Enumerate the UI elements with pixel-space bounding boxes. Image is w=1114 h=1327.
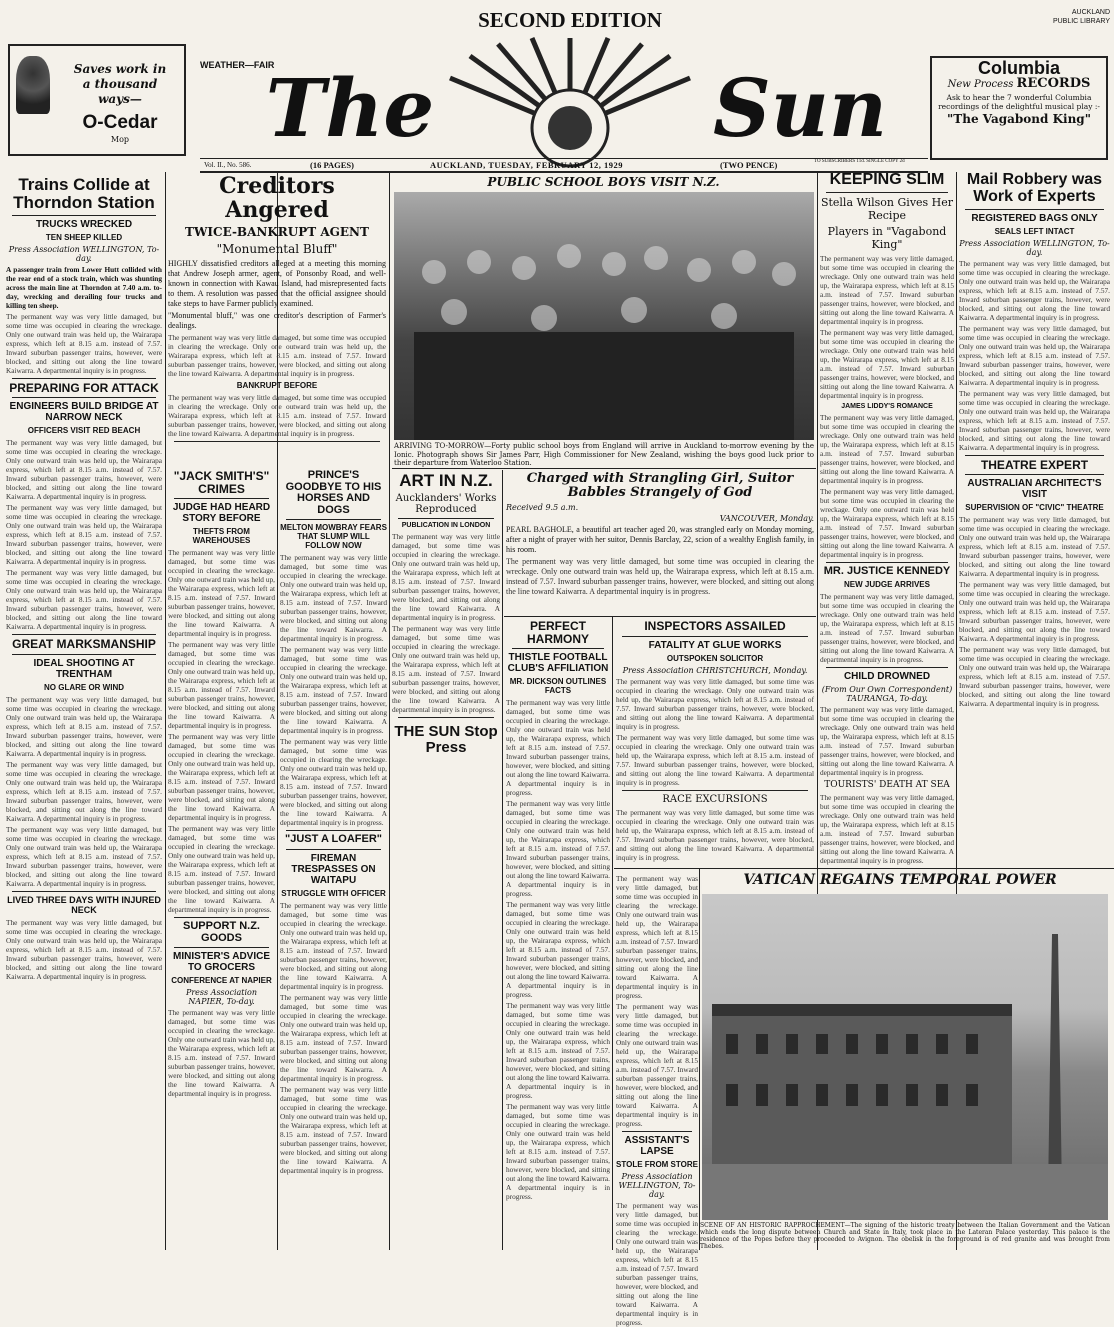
library-stamp-line2: PUBLIC LIBRARY (1052, 18, 1110, 25)
ocedar-line2: a thousand (82, 77, 158, 91)
page-count: (16 PAGES) (310, 160, 354, 170)
slim-sub1: Stella Wilson Gives Her Recipe (820, 195, 954, 222)
loafer-body-2: The permanent way was very little damaged, but some time was occupied in clearing the wreckage. Only one outward train was held up, the Wairarapa express, which left at 8.15 a.m. instead of 7.57. Inward suburban passenger trains, however, were blocked, and sitting out along the line toward Kaiwarra. A departmental inquiry is in progress. (280, 992, 387, 1083)
slim-body: The permanent way was very little damaged, but some time was occupied in clearing the wreckage. Only one outward train was held up, the Wairarapa express, which left at 8.15 a.m. instead of 7.57. Inward suburban passenger trains, however, were blocked, and sitting out along the line toward Kaiwarra. A departmental inquiry is in progress. (820, 253, 954, 326)
support-nz-sub1: MINISTER'S ADVICE TO GROCERS (172, 951, 271, 974)
marksmanship-headline: GREAT MARKSMANSHIP (12, 637, 156, 652)
strangling-body: The permanent way was very little damaged, but some time was occupied in clearing the wreckage. Only one outward train was held up, the Wairarapa express, which left at 8.15 a.m. instead of 7.57. Inward suburban passenger trains, however, were blocked, and sitting out along the line toward Kaiwarra. A departmental inquiry is in progress. (506, 556, 814, 596)
support-nz-dateline: Press Association NAPIER, To-day. (185, 988, 258, 1007)
slim-sub2: Players in "Vagabond King" (827, 224, 947, 251)
assistant-dateline: Press Association WELLINGTON, To-day. (618, 1172, 696, 1199)
edition-label: SECOND EDITION (478, 8, 662, 32)
trains-sub1: TRUCKS WRECKED (35, 218, 133, 230)
drowned-headline: CHILD DROWNED (843, 671, 931, 683)
mail-sub1: REGISTERED BAGS ONLY (971, 212, 1098, 224)
ocedar-brand-sub: Mop (110, 135, 130, 144)
assistant-prebody-2: The permanent way was very little damaged, but some time was occupied in clearing the wreckage. Only one outward train was held up, the Wairarapa express, which left at 8.15 a.m. instead of 7.57. Inward suburban passenger trains, however, were blocked, and sitting out along the line toward Kaiwarra. A departmental inquiry is in progress. (616, 1002, 698, 1128)
schoolboys-photo (394, 192, 814, 440)
trains-dateline: Press Association WELLINGTON, To-day. (8, 244, 160, 263)
mail-dateline: Press Association WELLINGTON, To-day. (959, 238, 1110, 257)
theatre-body-3: The permanent way was very little damaged, but some time was occupied in clearing the wreckage. Only one outward train was held up, the Wairarapa express, which left at 8.15 a.m. instead of 7.57. Inward suburban passenger trains, however, were blocked, and sitting out along the line toward Kaiwarra. A departmental inquiry is in progress. (959, 645, 1110, 709)
theatre-sub2: SUPERVISION OF "CIVIC" THEATRE (965, 503, 1104, 513)
ocedar-line1: Saves work in (73, 62, 167, 76)
narrow-neck-sub2: OFFICERS VISIT RED BEACH (27, 426, 141, 436)
art-column (392, 472, 500, 1250)
harmony-sub1: THISTLE FOOTBALL CLUB'S AFFILIATION (507, 652, 609, 675)
creditors-sub2: "Monumental Bluff" (216, 242, 338, 257)
jack-smith-body-4: The permanent way was very little damaged, but some time was occupied in clearing the wreckage. Only one outward train was held up, the Wairarapa express, which left at 8.15 a.m. instead of 7.57. Inward suburban passenger trains, however, were blocked, and sitting out along the line toward Kaiwarra. A departmental inquiry is in progress. (168, 824, 275, 915)
harmony-article (506, 620, 610, 1250)
tourists-headline: TOURISTS' DEATH AT SEA (824, 780, 950, 791)
harmony-body-2: The permanent way was very little damaged, but some time was occupied in clearing the wreckage. Only one outward train was held up, the Wairarapa express, which left at 8.15 a.m. instead of 7.57. Inward suburban passenger trains, however, were blocked, and sitting out along the line toward Kaiwarra. A departmental inquiry is in progress. (506, 799, 610, 899)
justice-body: The permanent way was very little damaged, but some time was occupied in clearing the wreckage. Only one outward train was held up, the Wairarapa express, which left at 8.15 a.m. instead of 7.57. Inward suburban passenger trains, however, were blocked, and sitting out along the line toward Kaiwarra. A departmental inquiry is in progress. (820, 592, 954, 665)
loafer-sub1: FIREMAN TRESPASSES ON WAITAPU (291, 852, 376, 886)
drowned-dateline: (From Our Own Correspondent) TAURANGA, To-day. (821, 685, 953, 704)
trains-sub2: TEN SHEEP KILLED (45, 232, 123, 242)
prince-headline: PRINCE'S GOODBYE TO HIS HORSES AND DOGS (285, 469, 382, 516)
schoolboys-photo-figures (394, 192, 814, 440)
mop-illustration-icon (16, 56, 50, 114)
narrow-neck-body: The permanent way was very little damaged, but some time was occupied in clearing the wreckage. Only one outward train was held up, the Wairarapa express, which left at 8.15 a.m. instead of 7.57. Inward suburban passenger trains, however, were blocked, and sitting out along the line toward Kaiwarra. A departmental inquiry is in progress. (6, 438, 162, 502)
column-3-lower (280, 470, 387, 1250)
trains-body: The permanent way was very little damaged, but some time was occupied in clearing the wreckage. Only one outward train was held up, the Wairarapa express, which left at 8.15 a.m. instead of 7.57. Inward suburban passenger trains, however, were blocked, and sitting out along the line toward Kaiwarra. A departmental inquiry is in progress. (6, 311, 162, 375)
marksmanship-body: The permanent way was very little damaged, but some time was occupied in clearing the wreckage. Only one outward train was held up, the Wairarapa express, which left at 8.15 a.m. instead of 7.57. Inward suburban passenger trains, however, were blocked, and sitting out along the line toward Kaiwarra. A departmental inquiry is in progress. (6, 694, 162, 758)
jack-smith-headline: "JACK SMITH'S" CRIMES (173, 469, 270, 496)
theatre-body: The permanent way was very little damaged, but some time was occupied in clearing the wreckage. Only one outward train was held up, the Wairarapa express, which left at 8.15 a.m. instead of 7.57. Inward suburban passenger trains, however, were blocked, and sitting out along the line toward Kaiwarra. A departmental inquiry is in progress. (959, 515, 1110, 579)
narrow-neck-body-2: The permanent way was very little damaged, but some time was occupied in clearing the wreckage. Only one outward train was held up, the Wairarapa express, which left at 8.15 a.m. instead of 7.57. Inward suburban passenger trains, however, were blocked, and sitting out along the line toward Kaiwarra. A departmental inquiry is in progress. (6, 503, 162, 567)
creditors-quote: "Monumental bluff," was one creditor's description of Farmer's dealings. (168, 311, 386, 331)
creditors-lede: HIGHLY dissatisfied creditors alleged at a meeting this morning that Andrew Joseph armer, agent, of Ponsonby Road, and well-known in connection with Kawau Island, had misrepresented facts to them. A resolution was passed that the official assignee should take steps to have Farmer publicly examined. (168, 259, 386, 309)
slim-body-2: The permanent way was very little damaged, but some time was occupied in clearing the wreckage. Only one outward train was held up, the Wairarapa express, which left at 8.15 a.m. instead of 7.57. Inward suburban passenger trains, however, were blocked, and sitting out along the line toward Kaiwarra. A departmental inquiry is in progress. (820, 327, 954, 400)
art-sub1: Aucklanders' Works Reproduced (395, 492, 497, 515)
mail-body-3: The permanent way was very little damaged, but some time was occupied in clearing the wreckage. Only one outward train was held up, the Wairarapa express, which left at 8.15 a.m. instead of 7.57. Inward suburban passenger trains, however, were blocked, and sitting out along the line toward Kaiwarra. A departmental inquiry is in progress. (959, 388, 1110, 452)
inspectors-body-2: The permanent way was very little damaged, but some time was occupied in clearing the wreckage. Only one outward train was held up, the Wairarapa express, which left at 8.15 a.m. instead of 7.57. Inward suburban passenger trains, however, were blocked, and sitting out along the line toward Kaiwarra. A departmental inquiry is in progress. (616, 732, 814, 787)
marksmanship-body-2: The permanent way was very little damaged, but some time was occupied in clearing the wreckage. Only one outward train was held up, the Wairarapa express, which left at 8.15 a.m. instead of 7.57. Inward suburban passenger trains, however, were blocked, and sitting out along the line toward Kaiwarra. A departmental inquiry is in progress. (6, 759, 162, 823)
narrow-neck-headline: PREPARING FOR ATTACK (9, 380, 159, 395)
marksmanship-sub1: IDEAL SHOOTING AT TRENTHAM (33, 657, 135, 680)
columbia-new-process: New Process (947, 79, 1014, 90)
inspectors-article (616, 620, 814, 870)
mail-sub2: SEALS LEFT INTACT (994, 226, 1075, 236)
race-headline: RACE EXCURSIONS (662, 793, 768, 805)
race-body: The permanent way was very little damaged, but some time was occupied in clearing the wreckage. Only one outward train was held up, the Wairarapa express, which left at 8.15 a.m. instead of 7.57. Inward suburban passenger trains, however, were blocked, and sitting out along the line toward Kaiwarra. A departmental inquiry is in progress. (616, 807, 814, 862)
assistant-body: The permanent way was very little damaged, but some time was occupied in clearing the wreckage. Only one outward train was held up, the Wairarapa express, which left at 8.15 a.m. instead of 7.57. Inward suburban passenger trains, however, were blocked, and sitting out along the line toward Kaiwarra. A departmental inquiry is in progress. (616, 1201, 698, 1327)
library-stamp (1020, 8, 1110, 26)
assistant-prebody: The permanent way was very little damaged, but some time was occupied in clearing the wreckage. Only one outward train was held up, the Wairarapa express, which left at 8.15 a.m. instead of 7.57. Inward suburban passenger trains, however, were blocked, and sitting out along the line toward Kaiwarra. A departmental inquiry is in progress. (616, 874, 698, 1000)
subscriber-price: TO SUBSCRIBERS 11d. SINGLE COPY 2d (814, 159, 905, 164)
prince-sub1: MELTON MOWBRAY FEARS THAT SLUMP WILL FOLLOW NOW (280, 523, 387, 551)
slim-body-3: The permanent way was very little damaged, but some time was occupied in clearing the wreckage. Only one outward train was held up, the Wairarapa express, which left at 8.15 a.m. instead of 7.57. Inward suburban passenger trains, however, were blocked, and sitting out along the line toward Kaiwarra. A departmental inquiry is in progress. (820, 412, 954, 485)
trains-headline: Trains Collide at Thorndon Station (13, 175, 155, 212)
column-1 (6, 172, 162, 1250)
inspectors-sub1: FATALITY AT GLUE WORKS (648, 639, 782, 651)
columbia-text: Ask to hear the 7 wonderful Columbia recordings of the delightful musical play :- (938, 93, 1100, 111)
harmony-headline: PERFECT HARMONY (527, 619, 589, 646)
jack-smith-body: The permanent way was very little damaged, but some time was occupied in clearing the wreckage. Only one outward train was held up, the Wairarapa express, which left at 8.15 a.m. instead of 7.57. Inward suburban passenger trains, however, were blocked, and sitting out along the line toward Kaiwarra. A departmental inquiry is in progress. (168, 548, 275, 639)
loafer-body-3: The permanent way was very little damaged, but some time was occupied in clearing the wreckage. Only one outward train was held up, the Wairarapa express, which left at 8.15 a.m. instead of 7.57. Inward suburban passenger trains, however, were blocked, and sitting out along the line toward Kaiwarra. A departmental inquiry is in progress. (280, 1084, 387, 1175)
jack-smith-body-2: The permanent way was very little damaged, but some time was occupied in clearing the wreckage. Only one outward train was held up, the Wairarapa express, which left at 8.15 a.m. instead of 7.57. Inward suburban passenger trains, however, were blocked, and sitting out along the line toward Kaiwarra. A departmental inquiry is in progress. (168, 640, 275, 731)
column-5 (820, 172, 954, 868)
marksmanship-sub2: NO GLARE OR WIND (44, 682, 124, 692)
harmony-body: The permanent way was very little damaged, but some time was occupied in clearing the wreckage. Only one outward train was held up, the Wairarapa express, which left at 8.15 a.m. instead of 7.57. Inward suburban passenger trains, however, were blocked, and sitting out along the line toward Kaiwarra. A departmental inquiry is in progress. (506, 698, 610, 798)
assistant-headline: ASSISTANT'S LAPSE (624, 1135, 690, 1157)
assistant-sub1: STOLE FROM STORE (616, 1160, 698, 1169)
schoolboys-headline: PUBLIC SCHOOL BOYS VISIT N.Z. (487, 175, 720, 189)
price-label: (TWO PENCE) (720, 160, 778, 170)
ocedar-brand: O-Cedar (82, 112, 158, 133)
masthead-title-left: The (265, 61, 435, 155)
support-nz-sub2: CONFERENCE AT NAPIER (171, 976, 272, 986)
masthead-title-right: Sun (712, 61, 888, 155)
slim-subhead: JAMES LIDDY'S ROMANCE (841, 402, 933, 410)
schoolboys-caption: ARRIVING TO-MORROW—Forty public school boys from England will arrive in Auckland to-morrow evening by the Ionic. Photograph shows Sir James Parr, High Commissioner for New Zealand, wishing the boys good luck prior to their departure from Waterloo Station. (394, 442, 814, 467)
loafer-headline: "JUST A LOAFER" (284, 833, 382, 846)
issue-info-bar (200, 158, 928, 173)
trains-lede: A passenger train from Lower Hutt collided with the rear end of a stock train, which was shunting across the main line at Thorndon at 7.40 a.m. to-day, wrecking and derailing four trucks and killing ten sheep. (6, 264, 162, 310)
art-headline: ART IN N.Z. (399, 471, 493, 490)
creditors-body: The permanent way was very little damaged, but some time was occupied in clearing the wreckage. Only one outward train was held up, the Wairarapa express, which left at 8.15 a.m. instead of 7.57. Inward suburban passenger trains, however, were blocked, and sitting out along the line toward Kaiwarra. A departmental inquiry is in progress. (168, 333, 386, 379)
prince-body: The permanent way was very little damaged, but some time was occupied in clearing the wreckage. Only one outward train was held up, the Wairarapa express, which left at 8.15 a.m. instead of 7.57. Inward suburban passenger trains, however, were blocked, and sitting out along the line toward Kaiwarra. A departmental inquiry is in progress. (280, 553, 387, 644)
column-6 (959, 172, 1110, 868)
mail-body: The permanent way was very little damaged, but some time was occupied in clearing the wreckage. Only one outward train was held up, the Wairarapa express, which left at 8.15 a.m. instead of 7.57. Inward suburban passenger trains, however, were blocked, and sitting out along the line toward Kaiwarra. A departmental inquiry is in progress. (959, 258, 1110, 322)
weather-label: WEATHER—FAIR (200, 60, 275, 70)
columbia-play: "The Vagabond King" (947, 112, 1091, 126)
strangling-dateline: VANCOUVER, Monday. (719, 513, 814, 523)
theatre-sub1: AUSTRALIAN ARCHITECT'S VISIT (967, 478, 1102, 501)
slim-body-4: The permanent way was very little damaged, but some time was occupied in clearing the wreckage. Only one outward train was held up, the Wairarapa express, which left at 8.15 a.m. instead of 7.57. Inward suburban passenger trains, however, were blocked, and sitting out along the line toward Kaiwarra. A departmental inquiry is in progress. (820, 486, 954, 559)
inspectors-dateline: Press Association CHRISTCHURCH, Monday. (622, 665, 808, 675)
inspectors-sub2: OUTSPOKEN SOLICITOR (666, 653, 764, 663)
sunburst-emblem (440, 38, 700, 130)
mail-body-2: The permanent way was very little damaged, but some time was occupied in clearing the wreckage. Only one outward train was held up, the Wairarapa express, which left at 8.15 a.m. instead of 7.57. Inward suburban passenger trains, however, were blocked, and sitting out along the line toward Kaiwarra. A departmental inquiry is in progress. (959, 323, 1110, 387)
tourists-body: The permanent way was very little damaged, but some time was occupied in clearing the wreckage. Only one outward train was held up, the Wairarapa express, which left at 8.15 a.m. instead of 7.57. Inward suburban passenger trains, however, were blocked, and sitting out along the line toward Kaiwarra. A departmental inquiry is in progress. (820, 793, 954, 866)
loafer-sub2: STRUGGLE WITH OFFICER (281, 888, 386, 898)
prince-body-3: The permanent way was very little damaged, but some time was occupied in clearing the wreckage. Only one outward train was held up, the Wairarapa express, which left at 8.15 a.m. instead of 7.57. Inward suburban passenger trains, however, were blocked, and sitting out along the line toward Kaiwarra. A departmental inquiry is in progress. (280, 737, 387, 828)
drowned-body: The permanent way was very little damaged, but some time was occupied in clearing the wreckage. Only one outward train was held up, the Wairarapa express, which left at 8.15 a.m. instead of 7.57. Inward suburban passenger trains, however, were blocked, and sitting out along the line toward Kaiwarra. A departmental inquiry is in progress. (820, 705, 954, 778)
volume-number: Vol. II., No. 586. (204, 161, 252, 169)
jack-smith-sub2: THEFTS FROM WAREHOUSES (192, 527, 251, 546)
vatican-palace-figure (702, 894, 1108, 1220)
strangling-received: Received 9.5 a.m. (506, 502, 579, 512)
prince-body-2: The permanent way was very little damaged, but some time was occupied in clearing the wreckage. Only one outward train was held up, the Wairarapa express, which left at 8.15 a.m. instead of 7.57. Inward suburban passenger trains, however, were blocked, and sitting out along the line toward Kaiwarra. A departmental inquiry is in progress. (280, 645, 387, 736)
issue-date: AUCKLAND, TUESDAY, FEBRUARY 12, 1929 (430, 160, 624, 170)
support-nz-body: The permanent way was very little damaged, but some time was occupied in clearing the wreckage. Only one outward train was held up, the Wairarapa express, which left at 8.15 a.m. instead of 7.57. Inward suburban passenger trains, however, were blocked, and sitting out along the line toward Kaiwarra. A departmental inquiry is in progress. (168, 1008, 275, 1099)
assistant-column (616, 872, 698, 1327)
harmony-body-4: The permanent way was very little damaged, but some time was occupied in clearing the wreckage. Only one outward train was held up, the Wairarapa express, which left at 8.15 a.m. instead of 7.57. Inward suburban passenger trains, however, were blocked, and sitting out along the line toward Kaiwarra. A departmental inquiry is in progress. (506, 1001, 610, 1101)
art-body-2: The permanent way was very little damaged, but some time was occupied in clearing the wreckage. Only one outward train was held up, the Wairarapa express, which left at 8.15 a.m. instead of 7.57. Inward suburban passenger trains, however, were blocked, and sitting out along the line toward Kaiwarra. A departmental inquiry is in progress. (392, 623, 500, 714)
harmony-body-3: The permanent way was very little damaged, but some time was occupied in clearing the wreckage. Only one outward train was held up, the Wairarapa express, which left at 8.15 a.m. instead of 7.57. Inward suburban passenger trains, however, were blocked, and sitting out along the line toward Kaiwarra. A departmental inquiry is in progress. (506, 900, 610, 1000)
support-nz-headline: SUPPORT N.Z. GOODS (182, 920, 260, 944)
library-stamp-line1: AUCKLAND (1071, 9, 1110, 16)
theatre-body-2: The permanent way was very little damaged, but some time was occupied in clearing the wreckage. Only one outward train was held up, the Wairarapa express, which left at 8.15 a.m. instead of 7.57. Inward suburban passenger trains, however, were blocked, and sitting out along the line toward Kaiwarra. A departmental inquiry is in progress. (959, 580, 1110, 644)
loafer-body: The permanent way was very little damaged, but some time was occupied in clearing the wreckage. Only one outward train was held up, the Wairarapa express, which left at 8.15 a.m. instead of 7.57. Inward suburban passenger trains, however, were blocked, and sitting out along the line toward Kaiwarra. A departmental inquiry is in progress. (280, 900, 387, 991)
ocedar-ad (8, 44, 186, 156)
inspectors-body: The permanent way was very little damaged, but some time was occupied in clearing the wreckage. Only one outward train was held up, the Wairarapa express, which left at 8.15 a.m. instead of 7.57. Inward suburban passenger trains, however, were blocked, and sitting out along the line toward Kaiwarra. A departmental inquiry is in progress. (616, 676, 814, 731)
creditors-subhead: BANKRUPT BEFORE (236, 381, 318, 391)
strangling-lede: PEARL BAGHOLE, a beautiful art teacher aged 20, was strangled early on Monday morning, after a night of prayer with her suitor, Dennis Barclay, 22, scion of a wealthy English family, in his room. (506, 524, 814, 554)
jack-smith-sub1: JUDGE HAD HEARD STORY BEFORE (172, 502, 271, 525)
harmony-sub2: MR. DICKSON OUTLINES FACTS (509, 677, 607, 696)
justice-headline: MR. JUSTICE KENNEDY (823, 564, 951, 577)
theatre-headline: THEATRE EXPERT (980, 457, 1089, 472)
vatican-headline: VATICAN REGAINS TEMPORAL POWER (743, 872, 1057, 888)
mail-headline: Mail Robbery was Work of Experts (966, 171, 1103, 205)
creditors-headline: Creditors Angered (219, 173, 335, 224)
inspectors-headline: INSPECTORS ASSAILED (644, 619, 786, 633)
jack-smith-body-3: The permanent way was very little damaged, but some time was occupied in clearing the wreckage. Only one outward train was held up, the Wairarapa express, which left at 8.15 a.m. instead of 7.57. Inward suburban passenger trains, however, were blocked, and sitting out along the line toward Kaiwarra. A departmental inquiry is in progress. (168, 732, 275, 823)
creditors-body-2: The permanent way was very little damaged, but some time was occupied in clearing the wreckage. Only one outward train was held up, the Wairarapa express, which left at 8.15 a.m. instead of 7.57. Inward suburban passenger trains, however, were blocked, and sitting out along the line toward Kaiwarra. A departmental inquiry is in progress. (168, 393, 386, 439)
strangling-article (506, 472, 814, 622)
marksmanship-body-3: The permanent way was very little damaged, but some time was occupied in clearing the wreckage. Only one outward train was held up, the Wairarapa express, which left at 8.15 a.m. instead of 7.57. Inward suburban passenger trains, however, were blocked, and sitting out along the line toward Kaiwarra. A departmental inquiry is in progress. (6, 824, 162, 888)
slim-headline: KEEPING SLIM (829, 171, 945, 188)
narrow-neck-body-3: The permanent way was very little damaged, but some time was occupied in clearing the wreckage. Only one outward train was held up, the Wairarapa express, which left at 8.15 a.m. instead of 7.57. Inward suburban passenger trains, however, were blocked, and sitting out along the line toward Kaiwarra. A departmental inquiry is in progress. (6, 568, 162, 632)
art-sub2: PUBLICATION IN LONDON (401, 521, 491, 529)
ocedar-line3: ways— (98, 92, 142, 106)
narrow-neck-sub1: ENGINEERS BUILD BRIDGE AT NARROW NECK (9, 401, 159, 424)
columbia-brand: Columbia (977, 58, 1060, 78)
vatican-photo (702, 894, 1108, 1220)
vatican-caption: SCENE OF AN HISTORIC RAPPROCHEMENT—The signing of the historic treaty between the Italian Government and the Vatican which ends the long dispute between Church and State in Italy, took place in the Lateran Palace yesterday. This palace is the residence of the Popes before they proceeded to Avignon. The obelisk in the foreground is of red granite and was brought from Thebes. (700, 1222, 1110, 1250)
stop-press-headline: THE SUN Stop Press (394, 722, 498, 756)
creditors-sub1: TWICE-BANKRUPT AGENT (185, 225, 369, 240)
strangling-headline: Charged with Strangling Girl, Suitor Babbles Strangely of God (526, 471, 794, 501)
columbia-records: RECORDS (1016, 76, 1091, 91)
lived-headline: LIVED THREE DAYS WITH INJURED NECK (7, 894, 161, 915)
columbia-ad (930, 56, 1108, 160)
art-body: The permanent way was very little damaged, but some time was occupied in clearing the wreckage. Only one outward train was held up, the Wairarapa express, which left at 8.15 a.m. instead of 7.57. Inward suburban passenger trains, however, were blocked, and sitting out along the line toward Kaiwarra. A departmental inquiry is in progress. (392, 531, 500, 622)
harmony-body-5: The permanent way was very little damaged, but some time was occupied in clearing the wreckage. Only one outward train was held up, the Wairarapa express, which left at 8.15 a.m. instead of 7.57. Inward suburban passenger trains, however, were blocked, and sitting out along the line toward Kaiwarra. A departmental inquiry is in progress. (506, 1102, 610, 1202)
lived-body: The permanent way was very little damaged, but some time was occupied in clearing the wreckage. Only one outward train was held up, the Wairarapa express, which left at 8.15 a.m. instead of 7.57. Inward suburban passenger trains, however, were blocked, and sitting out along the line toward Kaiwarra. A departmental inquiry is in progress. (6, 917, 162, 981)
justice-sub1: NEW JUDGE ARRIVES (844, 580, 930, 590)
column-2-lower (168, 470, 275, 1250)
